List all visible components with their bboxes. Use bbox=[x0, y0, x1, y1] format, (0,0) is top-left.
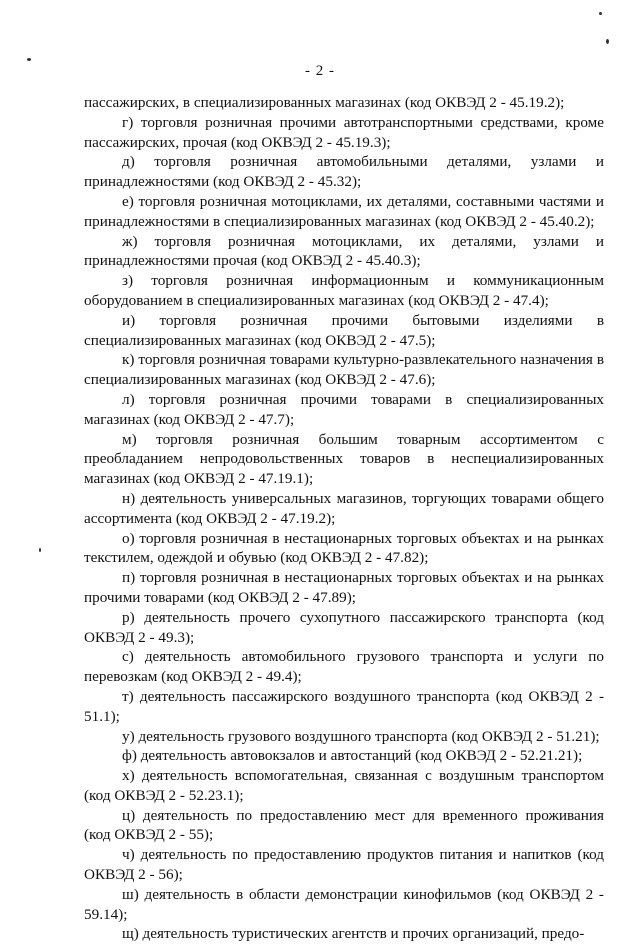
list-item: к) торговля розничная товарами культурно-развлекательного назначения в специализированных магазинах (код ОКВЭД 2 - 47.6); bbox=[84, 351, 604, 389]
list-item: с) деятельность автомобильного грузового транспорта и услуги по перевозкам (код ОКВЭД 2 - 49.4); bbox=[84, 648, 604, 686]
list-item: о) торговля розничная в нестационарных торговых объектах и на рынках текстилем, одеждой и обувью (код ОКВЭД 2 - 47.82); bbox=[84, 529, 604, 567]
list-item: ж) торговля розничная мотоциклами, их деталями, узлами и принадлежностями прочая (код ОКВЭД 2 - 45.40.3); bbox=[84, 232, 604, 270]
list-item: ц) деятельность по предоставлению мест для временного проживания (код ОКВЭД 2 - 55); bbox=[84, 806, 604, 844]
list-item: р) деятельность прочего сухопутного пассажирского транспорта (код ОКВЭД 2 - 49.3); bbox=[84, 608, 604, 646]
document-body bbox=[84, 93, 604, 944]
scan-speck bbox=[599, 12, 602, 15]
list-item: ч) деятельность по предоставлению продуктов питания и напитков (код ОКВЭД 2 - 56); bbox=[84, 846, 604, 884]
list-item: т) деятельность пассажирского воздушного транспорта (код ОКВЭД 2 - 51.1); bbox=[84, 687, 604, 725]
list-item: у) деятельность грузового воздушного транспорта (код ОКВЭД 2 - 51.21); bbox=[122, 727, 600, 745]
list-item: и) торговля розничная прочими бытовыми изделиями в специализированных магазинах (код ОКВЭД 2 - 47.5); bbox=[84, 311, 604, 349]
scan-speck bbox=[606, 39, 609, 44]
list-item: ф) деятельность автовокзалов и автостанций (код ОКВЭД 2 - 52.21.21); bbox=[122, 747, 583, 765]
list-item: х) деятельность вспомогательная, связанная с воздушным транспортом (код ОКВЭД 2 - 52.23.1); bbox=[84, 767, 604, 804]
scan-speck bbox=[27, 58, 31, 61]
page-number: - 2 - bbox=[305, 63, 335, 79]
list-item: г) торговля розничная прочими автотранспортными средствами, кроме пассажирских, прочая (код ОКВЭД 2 - 45.19.3); bbox=[84, 113, 604, 151]
list-item: д) торговля розничная автомобильными деталями, узлами и принадлежностями (код ОКВЭД 2 - 45.32); bbox=[84, 153, 604, 191]
list-item: ш) деятельность в области демонстрации кинофильмов (код ОКВЭД 2 - 59.14); bbox=[84, 885, 604, 923]
list-item: л) торговля розничная прочими товарами в специализированных магазинах (код ОКВЭД 2 - 47.7); bbox=[84, 390, 604, 428]
list-item: п) торговля розничная в нестационарных торговых объектах и на рынках прочими товарами (код ОКВЭД 2 - 47.89); bbox=[84, 569, 604, 606]
scan-speck bbox=[39, 548, 41, 552]
list-item: е) торговля розничная мотоциклами, их деталями, составными частями и принадлежностями в специализированных магазинах (код ОКВЭД 2 - 45.40.2); bbox=[84, 192, 604, 230]
list-item: щ) деятельность туристических агентств и прочих организаций, предо- bbox=[122, 925, 585, 943]
list-item: н) деятельность универсальных магазинов, торгующих товарами общего ассортимента (код ОКВЭД 2 - 47.19.2); bbox=[84, 489, 604, 527]
list-item: м) торговля розничная большим товарным ассортиментом с преобладанием непродовольственных товаров в неспециализированных магазинах (код ОКВЭД 2 - 47.19.1); bbox=[84, 430, 604, 488]
paragraph: пассажирских, в специализированных магазинах (код ОКВЭД 2 - 45.19.2); bbox=[84, 94, 565, 111]
list-item: з) торговля розничная информационным и коммуникационным оборудованием в специализированных магазинах (код ОКВЭД 2 - 47.4); bbox=[84, 272, 604, 309]
